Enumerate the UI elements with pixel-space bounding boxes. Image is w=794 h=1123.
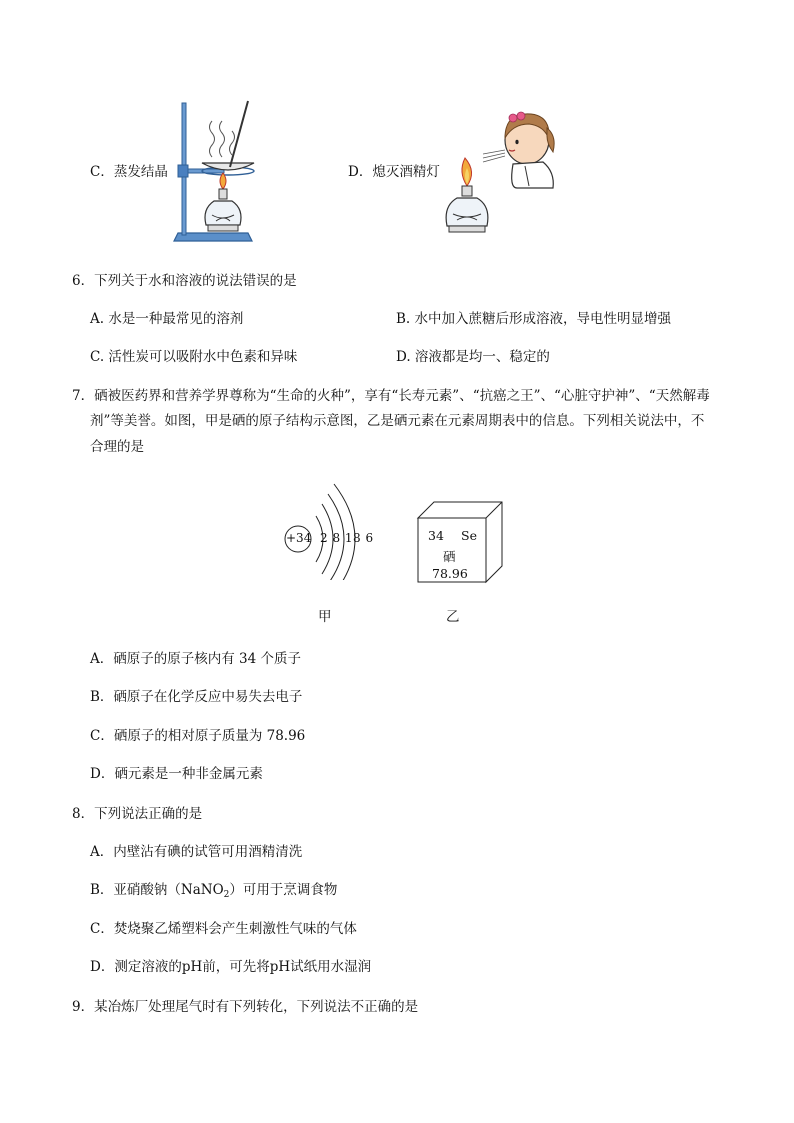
q7-stem-line1: 7．硒被医药界和营养学界尊称为“生命的火种”，享有“长寿元素”、“抗癌之王”、“心脏守护神”、“天然解毒 bbox=[72, 388, 710, 404]
element-name: 硒 bbox=[443, 549, 456, 564]
blowing-out-alcohol-lamp-figure bbox=[443, 108, 558, 236]
q8-option-b-sub: 2 bbox=[223, 890, 230, 900]
q5-option-d: D．熄灭酒精灯 bbox=[348, 164, 440, 180]
q8-option-b-pre: B．亚硝酸钠（NaNO bbox=[90, 882, 224, 898]
element-atomic-mass: 78.96 bbox=[432, 566, 468, 581]
q7-stem-line3: 合理的是 bbox=[90, 439, 144, 455]
q6-stem: 6．下列关于水和溶液的说法错误的是 bbox=[72, 273, 297, 289]
q7-stem-line2: 剂”等美誉。如图，甲是硒的原子结构示意图，乙是硒元素在元素周期表中的信息。下列相关说法中，不 bbox=[90, 413, 705, 429]
q7-option-b: B．硒原子在化学反应中易失去电子 bbox=[90, 689, 303, 705]
atom-electron-shells: 2 8 18 6 bbox=[320, 531, 374, 545]
q8-option-b-post: ）可用于烹调食物 bbox=[229, 882, 338, 898]
q8-option-c: C．焚烧聚乙烯塑料会产生刺激性气味的气体 bbox=[90, 921, 357, 937]
evaporation-apparatus-figure bbox=[168, 97, 258, 249]
element-atomic-number: 34 bbox=[428, 528, 444, 543]
q9-stem: 9．某冶炼厂处理尾气时有下列转化，下列说法不正确的是 bbox=[72, 999, 419, 1015]
q8-option-b bbox=[90, 879, 337, 906]
q5-option-c: C．蒸发结晶 bbox=[90, 164, 168, 180]
selenium-atom-structure-diagram bbox=[280, 480, 390, 580]
atom-nucleus-charge: +34 bbox=[286, 531, 312, 545]
q7-option-a: A．硒原子的原子核内有 34 个质子 bbox=[90, 651, 302, 667]
q6-option-c: C. 活性炭可以吸附水中色素和异味 bbox=[90, 349, 298, 365]
q7-option-c: C．硒原子的相对原子质量为 78.96 bbox=[90, 728, 306, 744]
q8-stem: 8．下列说法正确的是 bbox=[72, 806, 203, 822]
atom-caption: 甲 bbox=[318, 609, 332, 625]
q8-option-d: D．测定溶液的pH前，可先将pH试纸用水湿润 bbox=[90, 959, 372, 975]
q8-option-a: A．内壁沾有碘的试管可用酒精清洗 bbox=[90, 844, 303, 860]
element-symbol: Se bbox=[461, 528, 477, 543]
q6-option-a: A. 水是一种最常见的溶剂 bbox=[90, 311, 244, 327]
q7-option-d: D．硒元素是一种非金属元素 bbox=[90, 766, 263, 782]
q6-option-d: D. 溶液都是均一、稳定的 bbox=[396, 349, 550, 365]
q6-option-b: B. 水中加入蔗糖后形成溶液，导电性明显增强 bbox=[396, 311, 672, 327]
element-caption: 乙 bbox=[446, 609, 460, 625]
